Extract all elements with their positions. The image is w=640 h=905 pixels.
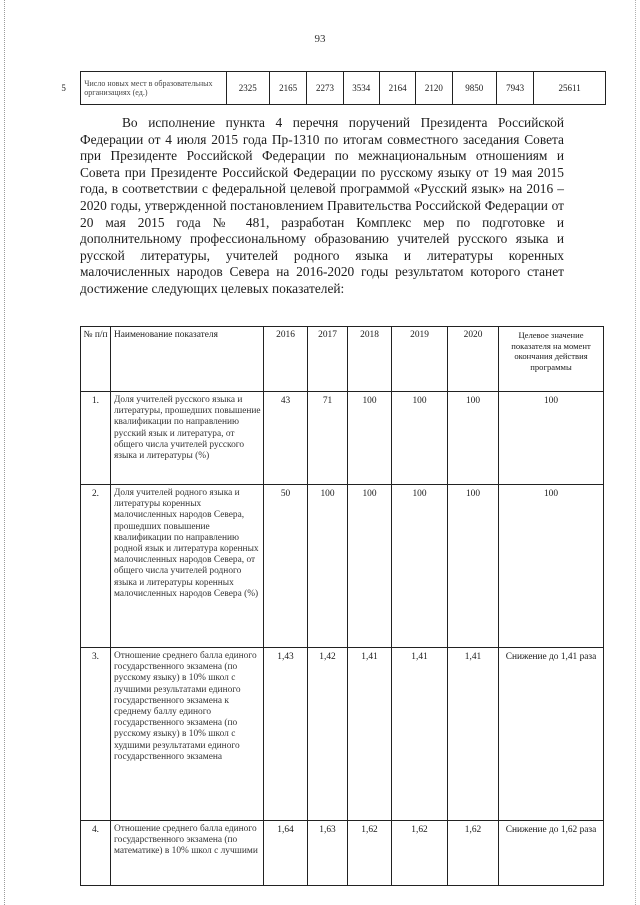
value-2016: 50	[264, 485, 308, 648]
body-paragraph: Во исполнение пункта 4 перечня поручений Президента Российской Федерации от 4 июля 2015 года Пр-1310 по итогам совместного заседания Совета при Президенте Российской Федерации по межнациональным отношениям и Совета при Президенте Российской Федерации по русскому языку от 19 мая 2015 года, в соответствии с федеральной целевой программой «Русский язык» на 2016 – 2020 годы, утвержденной постановлением Правительства Российской Федерации от 20 мая 2015 года № 481, разработан Комплекс мер по подготовке и дополнительному профессиональному образованию учителей русского языка и русской литературы, учителей родного языка и литературы коренных малочисленных народов Севера на 2016-2020 годы результатом которого станет достижение следующих целевых показателей:	[80, 115, 564, 296]
value-cell: 7943	[496, 72, 533, 105]
row-number: 5	[47, 72, 81, 105]
indicator-name: Число новых мест в образовательных организациях (ед.)	[81, 72, 226, 105]
table-row	[81, 821, 604, 886]
table-header-row	[81, 327, 604, 392]
header-2017: 2017	[308, 327, 348, 392]
header-2016: 2016	[264, 327, 308, 392]
indicator-name: Отношение среднего балла единого государственного экзамена (по математике) в 10% школ с лучшими	[111, 821, 264, 886]
table-row	[81, 485, 604, 648]
previous-table-fragment	[46, 71, 606, 105]
value-cell: 2120	[416, 72, 452, 105]
header-2020: 2020	[448, 327, 499, 392]
value-cell: 2165	[269, 72, 306, 105]
indicators-table	[80, 326, 604, 886]
target-value: 100	[499, 392, 604, 485]
page-number: 93	[314, 33, 326, 45]
value-2020: 100	[448, 485, 499, 648]
value-2020: 100	[448, 392, 499, 485]
value-2020: 1,62	[448, 821, 499, 886]
value-2019: 100	[392, 485, 448, 648]
table-row	[81, 392, 604, 485]
value-cell: 25611	[534, 72, 606, 105]
table-row	[47, 72, 606, 105]
header-name: Наименование показателя	[111, 327, 264, 392]
value-2016: 1,43	[264, 648, 308, 821]
value-2019: 1,41	[392, 648, 448, 821]
indicator-name: Отношение среднего балла единого государственного экзамена (по русскому языку) в 10% школ с лучшими результатами единого государственного экзамена к среднему баллу единого государственного экзамена (по русскому языку) в 10% школ с худшими результатами единого государственного экзамена	[111, 648, 264, 821]
value-cell: 2325	[226, 72, 269, 105]
row-number: 1.	[81, 392, 111, 485]
header-target: Целевое значение показателя на момент окончания действия программы	[499, 327, 604, 392]
scan-edge-right	[635, 0, 637, 905]
value-2018: 1,62	[348, 821, 392, 886]
value-cell: 2164	[379, 72, 415, 105]
value-cell: 9850	[452, 72, 496, 105]
value-2017: 100	[308, 485, 348, 648]
table-row	[81, 648, 604, 821]
row-number: 3.	[81, 648, 111, 821]
header-2019: 2019	[392, 327, 448, 392]
header-2018: 2018	[348, 327, 392, 392]
value-2018: 100	[348, 485, 392, 648]
value-2019: 1,62	[392, 821, 448, 886]
target-value: Снижение до 1,41 раза	[499, 648, 604, 821]
row-number: 4.	[81, 821, 111, 886]
header-num: № п/п	[81, 327, 111, 392]
value-2018: 100	[348, 392, 392, 485]
row-number: 2.	[81, 485, 111, 648]
value-2020: 1,41	[448, 648, 499, 821]
value-2017: 71	[308, 392, 348, 485]
value-2016: 1,64	[264, 821, 308, 886]
target-value: Снижение до 1,62 раза	[499, 821, 604, 886]
target-value: 100	[499, 485, 604, 648]
value-2017: 1,42	[308, 648, 348, 821]
scan-edge-left	[4, 0, 6, 905]
value-2017: 1,63	[308, 821, 348, 886]
indicator-name: Доля учителей родного языка и литературы коренных малочисленных народов Севера, прошедших повышение квалификации по направлению родной язык и литература коренных малочисленных народов Севера, от общего числа учителей родного языка и литературы коренных малочисленных народов Севера (%)	[111, 485, 264, 648]
value-2016: 43	[264, 392, 308, 485]
value-2018: 1,41	[348, 648, 392, 821]
indicator-name: Доля учителей русского языка и литературы, прошедших повышение квалификации по направлению русский язык и литература, от общего числа учителей русского языка и литературы (%)	[111, 392, 264, 485]
value-2019: 100	[392, 392, 448, 485]
value-cell: 3534	[343, 72, 379, 105]
value-cell: 2273	[307, 72, 343, 105]
